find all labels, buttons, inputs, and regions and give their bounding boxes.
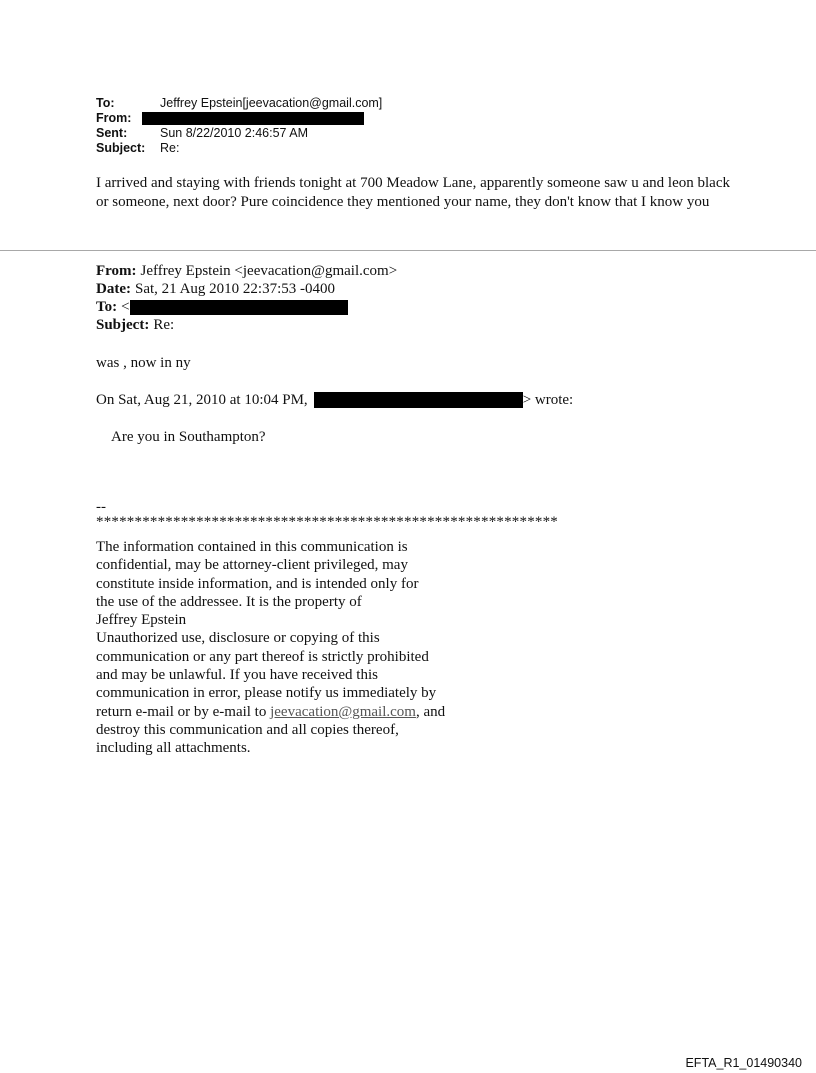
disclaimer-line: Jeffrey Epstein	[96, 612, 187, 629]
quote-intro	[96, 391, 573, 409]
disclaimer-line: Unauthorized use, disclosure or copying of this	[96, 630, 380, 647]
sent-label: Sent:	[96, 126, 128, 140]
signature-separator: --	[96, 499, 106, 515]
disclaimer-line: and may be unlawful. If you have received this	[96, 667, 378, 684]
subject-label: Subject:	[96, 141, 146, 155]
inner-subject-label: Subject:	[96, 317, 150, 333]
disclaimer-line: confidential, may be attorney-client privileged, may	[96, 557, 408, 574]
inner-subject-value: Re:	[153, 317, 175, 333]
quoted-message: Are you in Southampton?	[111, 429, 266, 445]
inner-date-value: Sat, 21 Aug 2010 22:37:53 -0400	[134, 281, 335, 297]
header-sent-row	[96, 126, 382, 141]
disclaimer-line	[96, 703, 476, 721]
email-link[interactable]: jeevacation@gmail.com	[270, 703, 416, 720]
disclaimer-line: including all attachments.	[96, 740, 251, 757]
header-to-row	[96, 96, 382, 111]
disclaimer-line: The information contained in this communication is	[96, 539, 408, 555]
header-from-row	[96, 111, 382, 126]
disclaimer-line: constitute inside information, and is intended only for	[96, 575, 419, 592]
inner-from-label: From:	[96, 263, 137, 279]
inner-date-label: Date:	[96, 281, 131, 297]
quote-intro-prefix: On Sat, Aug 21, 2010 at 10:04 PM,	[96, 392, 308, 408]
confidentiality-disclaimer	[96, 538, 476, 758]
inner-from-value: Jeffrey Epstein <jeevacation@gmail.com>	[140, 263, 398, 279]
inner-from-row	[96, 262, 397, 280]
redaction-bar	[314, 392, 523, 408]
inner-to-label: To:	[96, 299, 118, 315]
signature-stars: ************************************************************	[96, 514, 558, 530]
forwarded-header	[96, 262, 397, 334]
disclaimer-text: , and	[415, 703, 446, 720]
quote-intro-suffix: > wrote:	[522, 392, 574, 408]
document-id: EFTA_R1_01490340	[685, 1056, 802, 1070]
divider	[0, 250, 816, 251]
redaction-bar	[130, 300, 348, 315]
reply-text: was , now in ny	[96, 355, 191, 371]
disclaimer-line: communication or any part thereof is strictly prohibited	[96, 648, 429, 665]
inner-to-prefix: <	[121, 299, 130, 315]
inner-to-row	[96, 298, 397, 316]
inner-date-row	[96, 280, 397, 298]
sent-value: Sun 8/22/2010 2:46:57 AM	[160, 126, 309, 140]
to-value: Jeffrey Epstein[jeevacation@gmail.com]	[160, 96, 383, 110]
from-label: From:	[96, 111, 132, 125]
disclaimer-line: the use of the addressee. It is the property of	[96, 593, 362, 610]
email-body: I arrived and staying with friends tonight at 700 Meadow Lane, apparently someone saw u and leon black or someone, next door? Pure coincidence they mentioned your name, they don't know that I know you	[96, 175, 730, 210]
subject-value: Re:	[160, 141, 180, 155]
disclaimer-line: destroy this communication and all copies thereof,	[96, 721, 399, 738]
to-label: To:	[96, 96, 115, 110]
redaction-bar	[142, 112, 364, 125]
disclaimer-line: communication in error, please notify us immediately by	[96, 685, 437, 702]
email-header	[96, 96, 382, 156]
inner-subject-row	[96, 316, 397, 334]
header-subject-row	[96, 141, 382, 156]
disclaimer-text: return e-mail or by e-mail to	[96, 703, 267, 720]
